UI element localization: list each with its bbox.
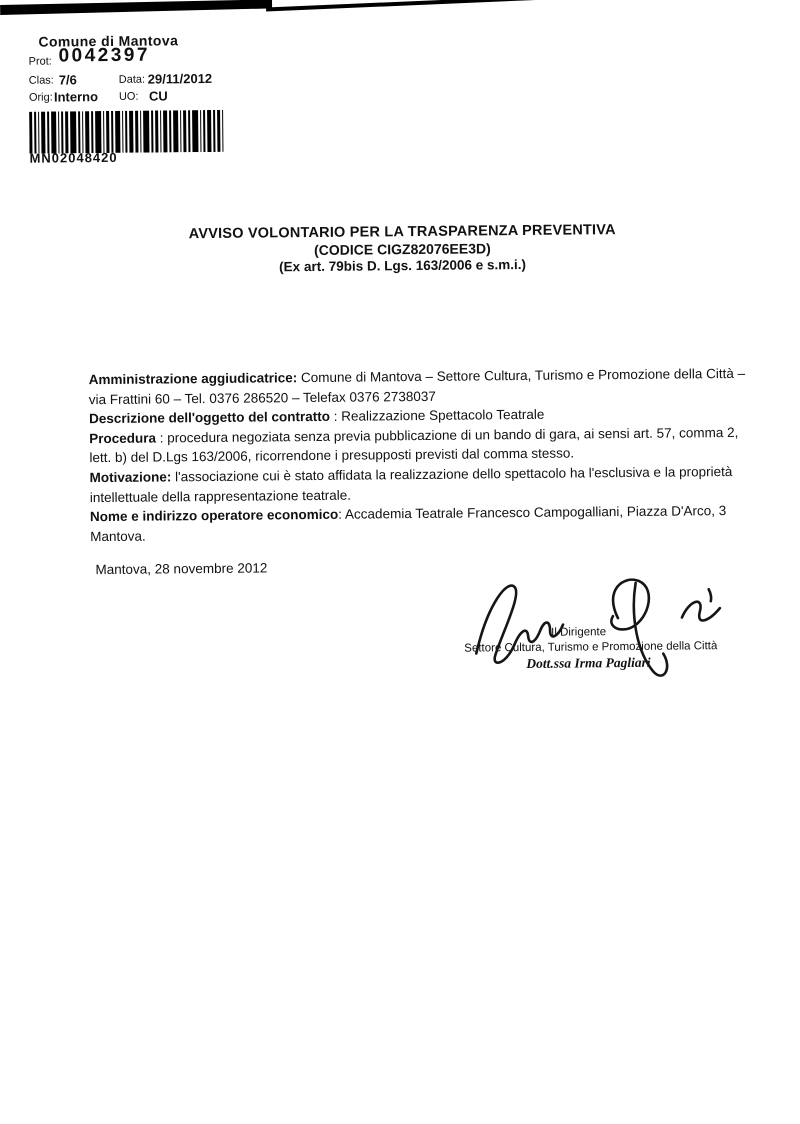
title-line-2: (CODICE CIGZ82076EE3D)	[314, 240, 491, 258]
body-item-text: Comune di Mantova – Settore Cultura, Turismo e Promozione della Città – via Frattini 60 – Tel. 0376 286520 – Telefax 0376 2738037	[88, 365, 746, 407]
body-item-amministrazione	[89, 364, 747, 410]
barcode-image	[29, 110, 225, 154]
stamp-prot-value: 0042397	[58, 44, 151, 67]
stamp-data-label: Data:	[118, 73, 146, 86]
signature-block	[446, 571, 767, 704]
body-item-text: l'associazione cui è stato affidata la realizzazione dello spettacolo ha l'esclusiva e la proprietà intellettuale della rappresentazione teatrale.	[89, 463, 733, 505]
signer-name: Dott.ssa Irma Pagliari	[526, 654, 651, 671]
body-item-procedura	[89, 423, 747, 469]
document-body	[89, 364, 749, 547]
stamp-prot-label: Prot:	[28, 55, 52, 68]
stamp-clas-label: Clas:	[28, 74, 54, 87]
body-item-label: Amministrazione aggiudicatrice:	[88, 370, 298, 388]
body-item-label: Nome e indirizzo operatore economico	[89, 506, 339, 525]
body-item-label: Procedura	[89, 430, 157, 446]
signer-role: Il Dirigente	[551, 626, 607, 639]
stamp-orig-label: Orig:	[28, 91, 53, 104]
body-item-operatore	[90, 501, 748, 547]
stamp-data-value: 29/11/2012	[147, 70, 213, 87]
stamp-clas-value: 7/6	[58, 72, 77, 88]
body-item-text: : Accademia Teatrale Francesco Campogalliani, Piazza D'Arco, 3 Mantova.	[90, 503, 727, 544]
protocol-stamp	[28, 31, 270, 203]
title-line-1: AVVISO VOLONTARIO PER LA TRASPARENZA PREVENTIVA	[188, 222, 616, 243]
stamp-uo-value: CU	[148, 88, 168, 104]
body-item-text: : procedura negoziata senza previa pubblicazione di un bando di gara, ai sensi art. 57, comma 2, lett. b) del D.Lgs 163/2006, ricorrendone i presupposti previsti dal comma stesso.	[89, 424, 739, 466]
title-line-3: (Ex art. 79bis D. Lgs. 163/2006 e s.m.i.)	[279, 256, 527, 275]
document-title	[2, 220, 800, 277]
stamp-org-name: Comune di Mantova	[38, 32, 179, 50]
handwritten-signature-icon	[466, 571, 742, 686]
body-item-label: Motivazione:	[89, 469, 172, 486]
barcode-number: MN02048420	[29, 149, 118, 166]
body-item-text: : Realizzazione Spettacolo Teatrale	[329, 406, 545, 425]
stamp-orig-value: Interno	[53, 89, 99, 105]
stamp-uo-label: UO:	[118, 90, 139, 103]
signer-department: Settore Cultura, Turismo e Promozione della Città	[464, 640, 718, 655]
scan-artifact-streak	[0, 0, 800, 22]
place-date-line: Mantova, 28 novembre 2012	[95, 560, 268, 578]
body-item-motivazione	[89, 462, 747, 508]
body-item-label: Descrizione dell'oggetto del contratto	[88, 409, 331, 427]
